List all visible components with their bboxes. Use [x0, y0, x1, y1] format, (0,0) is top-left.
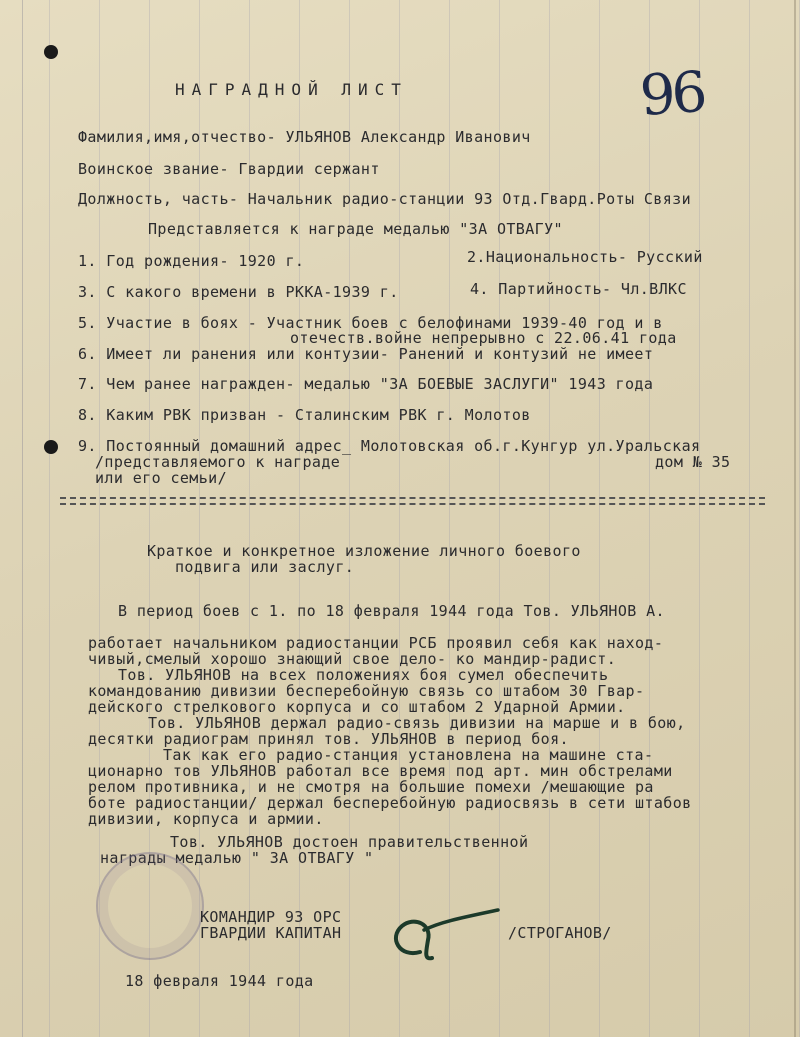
narrative-line: дейского стрелкового корпуса и со штабом 2 Ударной Армии.: [88, 698, 626, 716]
punch-hole: [44, 45, 58, 59]
item-address-house: дом № 35: [655, 453, 731, 471]
signer-title-1: КОМАНДИР 93 ОРС: [200, 908, 342, 926]
document-date: 18 февраля 1944 года: [125, 972, 314, 990]
item-address-3: или его семьи/: [95, 469, 228, 487]
handwritten-signature: [380, 900, 510, 970]
item-nationality: 2.Национальность- Русский: [467, 248, 703, 266]
narrative-line: работает начальником радиостанции РСБ проявил себя как наход-: [88, 634, 664, 652]
page-edge: [794, 0, 796, 1037]
item-service-since: 3. С какого времени в РККА-1939 г.: [78, 283, 399, 301]
margin-rule: [22, 0, 23, 1037]
section-separator: [60, 497, 765, 499]
narrative-line: чивый,смелый хорошо знающий свое дело- ко мандир-радист.: [88, 650, 617, 668]
narrative-line: Так как его радио-станция установлена на машине ста-: [163, 746, 654, 764]
signer-name: /СТРОГАНОВ/: [508, 924, 612, 942]
field-rank: Воинское звание- Гвардии сержант: [78, 160, 380, 178]
item-draft-office: 8. Каким РВК призван - Сталинским РВК г. Молотов: [78, 406, 531, 424]
item-wounds: 6. Имеет ли ранения или контузии- Ранений и контузий не имеет: [78, 345, 654, 363]
summary-heading-1: Краткое и конкретное изложение личного боевого: [147, 542, 581, 560]
conclusion-2: награды медалью " ЗА ОТВАГУ ": [100, 849, 374, 867]
item-prior-awards: 7. Чем ранее награжден- медалью "ЗА БОЕВЫЕ ЗАСЛУГИ" 1943 года: [78, 375, 654, 393]
narrative-line: Тов. УЛЬЯНОВ держал радио-связь дивизии на марше и в бою,: [148, 714, 686, 732]
field-fio: Фамилия,имя,отчество- УЛЬЯНОВ Александр Иванович: [78, 128, 531, 146]
conclusion-1: Тов. УЛЬЯНОВ достоен правительственной: [170, 833, 529, 851]
item-address-2: /представляемого к награде: [95, 453, 341, 471]
item-address-1: 9. Постоянный домашний адрес_ Молотовская об.г.Кунгур ул.Уральская: [78, 437, 701, 455]
narrative-line: десятки радиограм принял тов. УЛЬЯНОВ в период боя.: [88, 730, 569, 748]
narrative-line: боте радиостанции/ держал бесперебойную радиосвязь в сети штабов: [88, 794, 692, 812]
summary-heading-2: подвига или заслуг.: [175, 558, 355, 576]
punch-hole: [44, 440, 58, 454]
narrative-line: Тов. УЛЬЯНОВ на всех положениях боя сумел обеспечить: [118, 666, 609, 684]
signer-title-2: ГВАРДИИ КАПИТАН: [200, 924, 342, 942]
narrative-line: командованию дивизии бесперебойную связь со штабом 30 Гвар-: [88, 682, 645, 700]
item-birth-year: 1. Год рождения- 1920 г.: [78, 252, 305, 270]
unit-seal-stamp: [96, 852, 204, 960]
item-combat-2: отечеств.войне непрерывно с 22.06.41 года: [290, 329, 677, 347]
narrative-line: В период боев с 1. по 18 февраля 1944 года Тов. УЛЬЯНОВ А.: [118, 602, 665, 620]
field-position: Должность, часть- Начальник радио-станции 93 Отд.Гвард.Роты Связи: [78, 190, 691, 208]
archive-number: 96: [637, 59, 706, 130]
narrative-line: релом противника, и не смотря на большие помехи /мешающие ра: [88, 778, 654, 796]
narrative-line: дивизии, корпуса и армии.: [88, 810, 324, 828]
section-separator: [60, 503, 765, 505]
item-combat-1: 5. Участие в боях - Участник боев с белофинами 1939-40 год и в: [78, 314, 663, 332]
field-nominated: Представляется к награде медалью "ЗА ОТВАГУ": [148, 220, 563, 238]
narrative-line: ционарно тов УЛЬЯНОВ работал все время под арт. мин обстрелами: [88, 762, 673, 780]
document-title: НАГРАДНОЙ ЛИСТ: [175, 80, 408, 99]
item-party: 4. Партийность- Чл.ВЛКС: [470, 280, 687, 298]
